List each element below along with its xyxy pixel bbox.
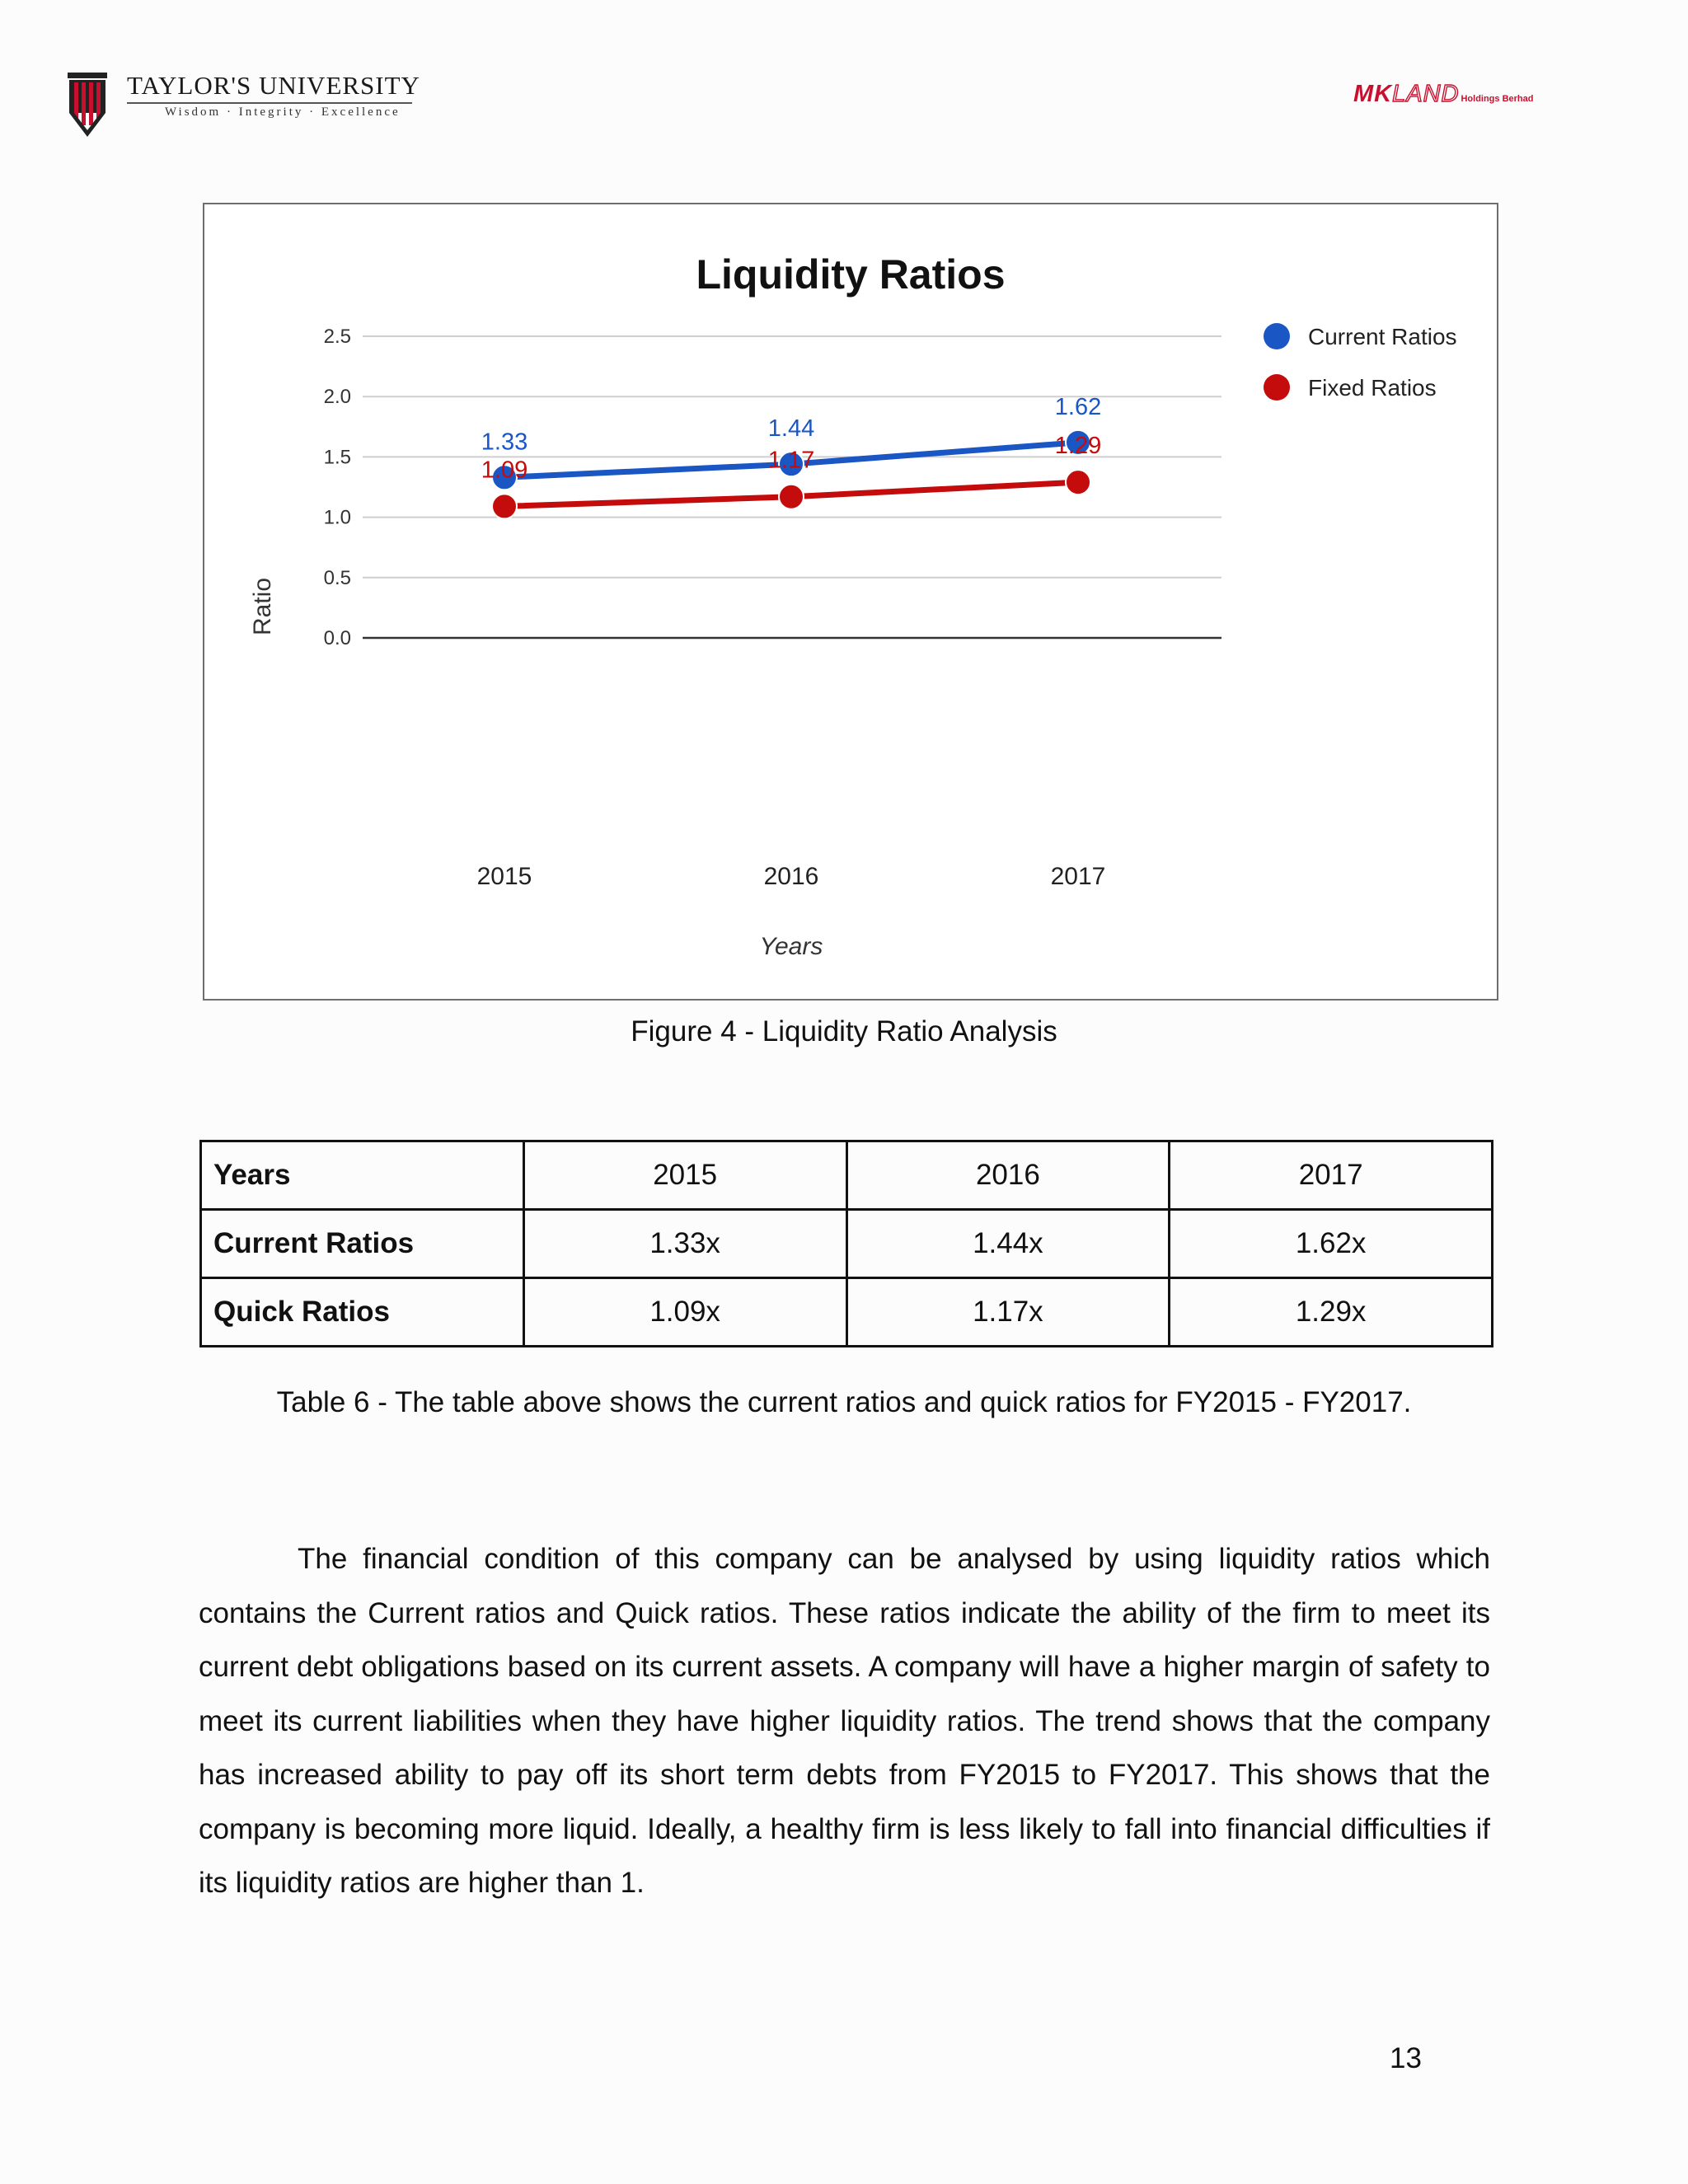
y-axis-title: Ratio xyxy=(249,577,276,636)
table-header-row xyxy=(201,1141,1493,1210)
table-cell: 1.17x xyxy=(846,1278,1170,1347)
logo-divider xyxy=(127,102,412,104)
y-tick-label: 2.0 xyxy=(323,386,351,409)
table-header-cell: 2017 xyxy=(1170,1141,1493,1210)
mk-land-logo-land: LAND xyxy=(1392,81,1460,107)
mk-land-logo-mk: MK xyxy=(1353,81,1393,107)
y-tick-label: 2.5 xyxy=(323,326,351,348)
data-point-fixed-ratios xyxy=(492,494,517,518)
x-tick-label: 2015 xyxy=(476,863,532,890)
data-label: 1.44 xyxy=(767,415,815,443)
table-caption: Table 6 - The table above shows the current ratios and quick ratios for FY2015 - FY2017. xyxy=(276,1386,1412,1418)
y-tick-label: 0.0 xyxy=(323,627,351,649)
liquidity-chart-svg xyxy=(204,204,1497,999)
legend-marker xyxy=(1264,323,1290,349)
x-axis-title: Years xyxy=(759,933,823,960)
x-tick-label: 2016 xyxy=(763,863,819,890)
page-number: 13 xyxy=(1390,2042,1422,2074)
liquidity-table xyxy=(199,1140,1493,1347)
data-point-fixed-ratios xyxy=(779,485,804,509)
taylors-university-logo-icon xyxy=(68,73,107,137)
mk-land-logo-suffix: Holdings Berhad xyxy=(1461,94,1534,104)
university-name: TAYLOR'S UNIVERSITY xyxy=(127,71,420,100)
table-cell: 1.44x xyxy=(846,1210,1170,1278)
x-tick-label: 2017 xyxy=(1050,863,1106,890)
y-tick-label: 0.5 xyxy=(323,566,351,589)
table-row xyxy=(201,1210,1493,1278)
table-row xyxy=(201,1278,1493,1347)
table-cell: 1.33x xyxy=(523,1210,846,1278)
data-label: 1.17 xyxy=(767,447,815,474)
table-header-cell: 2015 xyxy=(523,1141,846,1210)
table-cell: 1.62x xyxy=(1170,1210,1493,1278)
university-motto: Wisdom · Integrity · Excellence xyxy=(165,105,401,119)
y-tick-label: 1.0 xyxy=(323,506,351,529)
mk-land-logo xyxy=(1353,81,1533,108)
legend-label: Current Ratios xyxy=(1308,324,1457,349)
y-tick-label: 1.5 xyxy=(323,446,351,469)
data-label: 1.29 xyxy=(1054,433,1102,460)
data-label: 1.33 xyxy=(481,429,528,456)
legend-label: Fixed Ratios xyxy=(1308,375,1437,401)
data-point-fixed-ratios xyxy=(1066,470,1090,494)
figure-caption: Figure 4 - Liquidity Ratio Analysis xyxy=(631,1015,1057,1047)
data-label: 1.09 xyxy=(481,457,528,484)
table-header-cell: 2016 xyxy=(846,1141,1170,1210)
table-row-label: Quick Ratios xyxy=(201,1278,524,1347)
table-cell: 1.09x xyxy=(523,1278,846,1347)
chart-title: Liquidity Ratios xyxy=(696,251,1006,298)
table-row-label: Current Ratios xyxy=(201,1210,524,1278)
table-cell: 1.29x xyxy=(1170,1278,1493,1347)
table-header-cell: Years xyxy=(201,1141,524,1210)
data-label: 1.62 xyxy=(1054,393,1102,420)
legend-marker xyxy=(1264,374,1290,401)
body-paragraph: The financial condition of this company can be analysed by using liquidity ratios which contains the Current ratios and Quick ratios. These ratios indicate the ability of the firm to meet its current debt obligations based on its current assets. A company will have a higher margin of safety to meet its current liabilities when they have higher liquidity ratios. The trend shows that the company has increased ability to pay off its short term debts from FY2015 to FY2017. This shows that the company is becoming more liquid. Ideally, a healthy firm is less likely to fall into financial difficulties if its liquidity ratios are higher than 1. xyxy=(199,1543,1490,1899)
liquidity-chart xyxy=(203,203,1498,1001)
